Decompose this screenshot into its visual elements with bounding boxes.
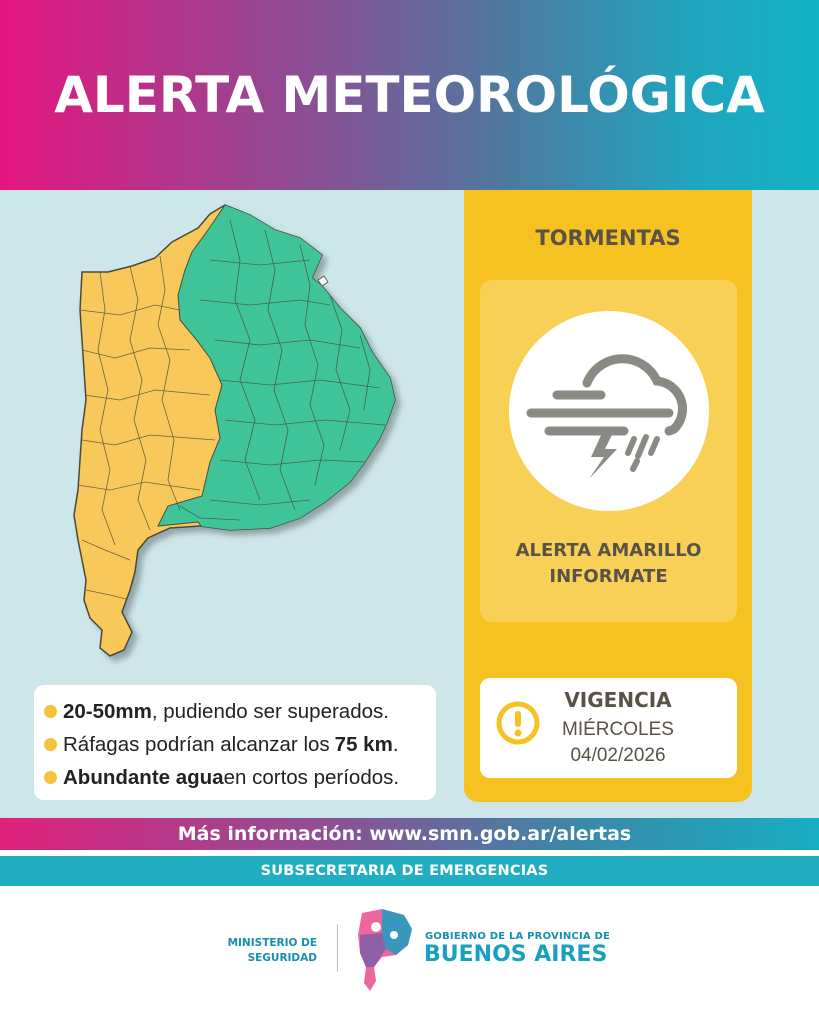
condition-water-bold: Abundante agua	[63, 765, 224, 789]
province-emblem-icon	[352, 905, 418, 993]
condition-wind-tail: .	[392, 732, 399, 756]
condition-rain-text: , pudiendo ser superados.	[151, 699, 389, 723]
storm-icon-circle	[509, 311, 709, 511]
condition-wind-text: Ráfagas podrían alcanzar los	[63, 732, 330, 756]
vigencia-date: 04/02/2026	[570, 745, 666, 766]
alert-level-text	[480, 538, 737, 590]
gobierno-line1: GOBIERNO DE LA PROVINCIA DE	[425, 931, 611, 942]
ministerio-line1: MINISTERIO DE	[227, 937, 317, 949]
province-map	[60, 200, 420, 670]
condition-water	[44, 761, 436, 794]
ministerio-logo-text	[205, 936, 317, 966]
condition-wind-speed: 75 km	[334, 732, 393, 756]
bullet-dot-icon	[44, 705, 57, 718]
ministerio-line2: SEGURIDAD	[247, 952, 317, 964]
more-info-bar	[0, 818, 819, 850]
condition-rain-amount: 20-50mm	[63, 699, 152, 723]
condition-water-text: en cortos períodos.	[223, 765, 400, 789]
buenos-aires-province-map-icon	[60, 200, 420, 670]
vigencia-day: MIÉRCOLES	[562, 719, 674, 740]
bullet-dot-icon	[44, 738, 57, 751]
condition-wind	[44, 728, 436, 761]
condition-rain	[44, 695, 436, 728]
storm-cloud-lightning-icon	[509, 311, 709, 511]
page-title: ALERTA METEOROLÓGICA	[54, 66, 765, 124]
alert-level-line1: ALERTA AMARILLO	[515, 540, 702, 561]
alert-level-line2: INFORMATE	[549, 566, 668, 587]
subsecretaria-bar	[0, 856, 819, 886]
gobierno-line2: BUENOS AIRES	[424, 942, 608, 967]
vigencia-title: VIGENCIA	[564, 688, 672, 712]
conditions-box	[34, 685, 436, 800]
header-banner	[0, 0, 819, 190]
warning-exclamation-icon	[495, 700, 541, 746]
phenomenon-label: TORMENTAS	[535, 226, 681, 250]
bullet-dot-icon	[44, 771, 57, 784]
more-info-link[interactable]: Más información: www.smn.gob.ar/alertas	[177, 823, 632, 845]
logo-divider	[337, 924, 338, 972]
subsecretaria-label: SUBSECRETARIA DE EMERGENCIAS	[260, 863, 549, 879]
